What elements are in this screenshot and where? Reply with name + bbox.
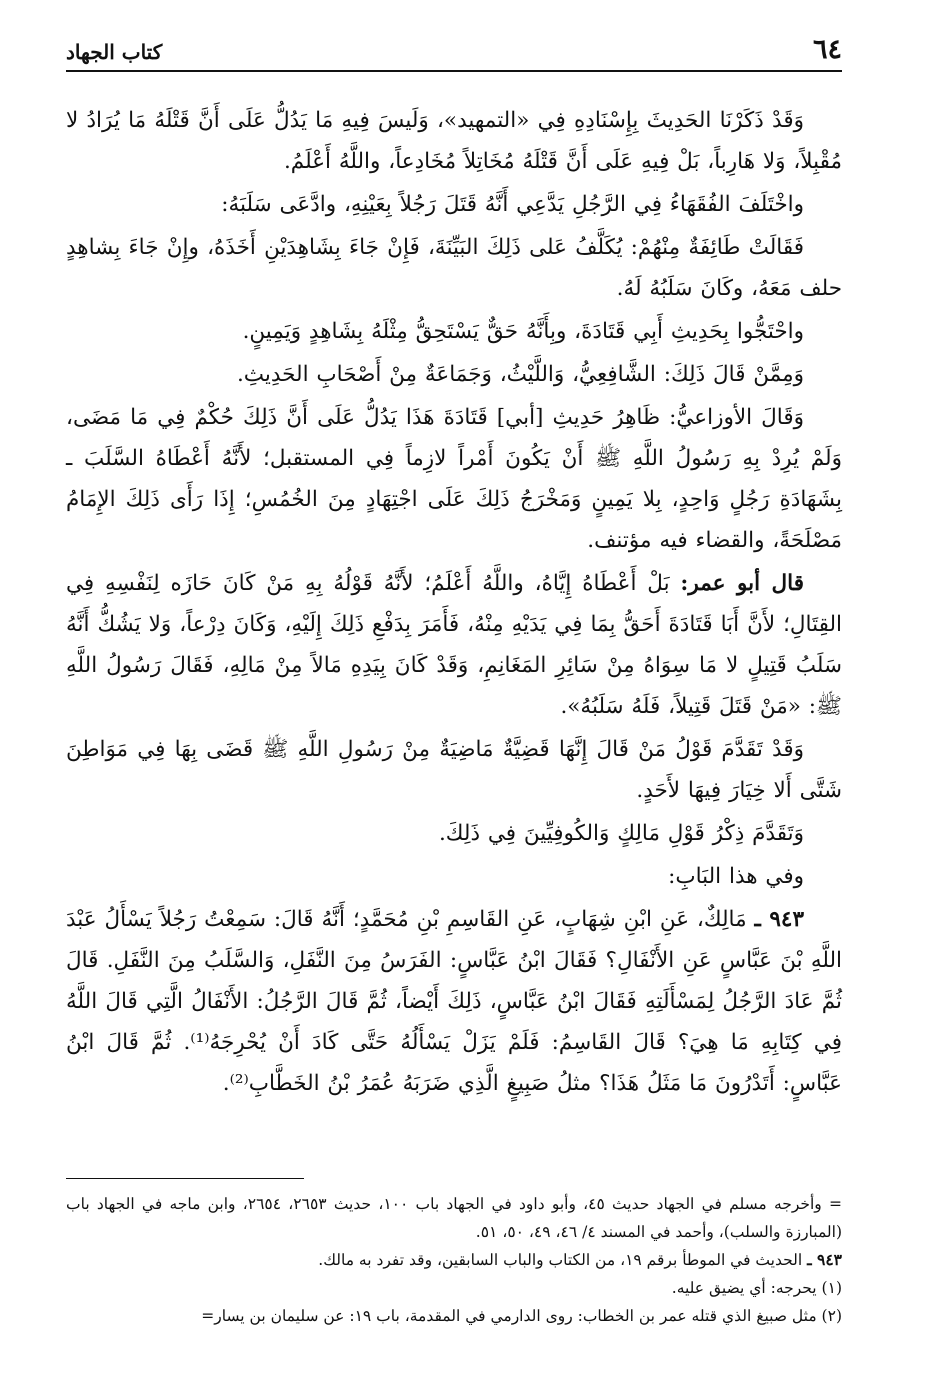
book-title: كتاب الجهاد (66, 40, 163, 64)
paragraph-text: وَقَالَ الأوزاعيُّ: ظَاهِرُ حَدِيثِ [أبي] قَتَادَةَ هَذَا يَدُلُّ عَلَى أَنَّ ذَلِكَ حُكْمٌ فِي مَا مَضَى، وَلَمْ يُرِدْ بِهِ رَسُولُ اللَّهِ ﷺ أَنْ يَكُونَ أَمْراً لازِماً فِي المستقبل؛ لأَنَّهُ أَعْطَاهُ السَّلَبَ ـ بِشَهَادَةِ رَجُلٍ وَاحِدٍ، بِلا يَمِينٍ وَمَخْرَجُ ذَلِكَ عَلَى اجْتِهَادٍ مِنَ الخُمُسِ؛ إِذَا رَأَى ذَلِكَ الإِمَامُ مَصْلَحَةً، والقضاء فيه مؤتنف. (66, 405, 842, 553)
footnote-divider (66, 1178, 304, 1179)
paragraph (66, 856, 842, 897)
footnote (66, 1302, 842, 1330)
paragraph (66, 227, 842, 309)
paragraph-text: وفي هذا البَابِ: (668, 864, 804, 889)
footnote-text: الحديث في الموطأ برقم ١٩، من الكتاب والباب السابقين، وقد تفرد به مالك. (318, 1251, 808, 1269)
footnote-text: (٢) مثل صبيغ الذي قتله عمر بن الخطاب: روى الدارمي في المقدمة، باب ١٩: عن سليمان بن يسار= (201, 1307, 842, 1325)
footnote (66, 1246, 842, 1274)
hadith-number: ٩٤٣ ـ (754, 907, 804, 932)
book-page (66, 30, 842, 1370)
paragraph-text: وَقَدْ ذَكَرْنَا الحَدِيثَ بِإِسْنَادِهِ فِي «التمهيد»، وَلَيسَ فِيهِ مَا يَدُلُّ عَلَى أَنَّ قَتْلَهُ مَا يُرَادُ لا مُقْبِلاً، وَلا هَارِباً، بَلْ فِيهِ عَلَى أَنَّ قَتْلَهُ مُخَاتِلاً مُخَادِعاً، واللَّهُ أَعْلَمُ. (66, 108, 842, 174)
paragraph (66, 184, 842, 225)
paragraph-text: وَمِمَّنْ قَالَ ذَلِكَ: الشَّافِعِيُّ، وَاللَّيْثُ، وَجَمَاعَةٌ مِنْ أَصْحَابِ الحَدِيثِ. (236, 362, 804, 387)
paragraph (66, 100, 842, 182)
paragraph (66, 354, 842, 395)
paragraph (66, 563, 842, 727)
hadith-paragraph (66, 899, 842, 1104)
paragraph-text: واخْتَلَفَ الفُقَهَاءُ فِي الرَّجُلِ يَدَّعِي أَنَّهُ قَتَلَ رَجُلاً بِعَيْنِهِ، وادَّعَى سَلَبَهُ: (221, 192, 804, 217)
footnote (66, 1190, 842, 1246)
footnote-text: (١) يحرجه: أي يضيق عليه. (671, 1279, 842, 1297)
footnotes (66, 1190, 842, 1330)
paragraph (66, 729, 842, 811)
paragraph-text: بَلْ أَعْطَاهُ إِيَّاهُ، واللَّهُ أَعْلَمُ؛ لأَنَّهُ قَوْلُهُ بِهِ مَنْ كَانَ حَازَه لِنَفْسِهِ فِي القِتَالِ؛ لأَنَّ أَبَا قَتَادَةَ أَحَقُّ بِمَا فِي يَدَيْهِ مِنْهُ، فَأَمَرَ بِدَفْعِ ذَلِكَ إِلَيْهِ، وَكَانَ دِرْعاً، وَلا يَشُكُّ أَنَّهُ سَلَبُ قَتِيلٍ لا مَا سِوَاهُ مِنْ سَائِرِ المَغَانِمِ، وَقَدْ كَانَ بِيَدِهِ مَالاً مِنْ مَالِهِ، فَقَالَ رَسُولُ اللَّهِ ﷺ: «مَنْ قَتَلَ قَتِيلاً، فَلَهُ سَلَبُهُ». (66, 571, 842, 719)
footnote-lead: ٩٤٣ ـ (807, 1250, 842, 1269)
paragraph (66, 813, 842, 854)
paragraph-text: مَالِكٌ، عَنِ ابْنِ شِهَابٍ، عَنِ القَاسِمِ بْنِ مُحَمَّدٍ؛ أَنَّهُ قَالَ: سَمِعْتُ رَجُلاً يَسْأَلُ عَبْدَ اللَّهِ بْنَ عَبَّاسٍ عَنِ الأَنْفَالِ؟ فَقَالَ ابْنُ عَبَّاسٍ: الفَرَسُ مِنَ النَّفَلِ، وَالسَّلَبُ مِنَ النَّفَلِ. قَالَ ثُمَّ عَادَ الرَّجُلُ لِمَسْأَلَتِهِ فَقَالَ ابْنُ عَبَّاسٍ، ذَلِكَ أَيْضاً، ثُمَّ قَالَ الرَّجُلُ: الأَنْفَالُ الَّتِي قَالَ اللَّهُ فِي كِتَابِهِ مَا هِيَ؟ قَالَ القَاسِمُ: فَلَمْ يَزَلْ يَسْأَلُهُ حَتَّى كَادَ أَنْ يُحْرِجَهُ⁽¹⁾. ثُمَّ قَالَ ابْنُ عَبَّاسٍ: أَتَدْرُونَ مَا مَثَلُ هَذَا؟ مثلُ صَبِيغٍ الَّذِي ضَرَبَهُ عُمَرُ بْنُ الخَطَّابِ⁽²⁾. (66, 907, 842, 1096)
paragraph (66, 397, 842, 561)
paragraph-text: فَقَالَتْ طَائِفَةٌ مِنْهُمْ: يُكَلَّفُ عَلى ذَلِكَ البَيِّنَةَ، فَإِنْ جَاءَ بِشَاهِدَيْنِ أَخَذَهُ، وإِنْ جَاءَ بِشاهِدٍ حلف مَعَهُ، وكَانَ سَلَبُهُ لَهُ. (66, 235, 842, 301)
paragraph (66, 311, 842, 352)
main-text (66, 100, 842, 1106)
page-number: ٦٤ (812, 34, 842, 65)
paragraph-text: وَقَدْ تَقَدَّمَ قَوْلُ مَنْ قَالَ إِنَّهَا قَضِيَّةٌ مَاضِيَةٌ مِنْ رَسُولِ اللَّهِ ﷺ قَضَى بِهَا فِي مَوَاطِنَ شَتَّى أَلا خِيَارَ فِيهَا لأَحَدٍ. (66, 737, 842, 803)
paragraph-text: وَتَقَدَّمَ ذِكْرُ قَوْلِ مَالِكٍ وَالكُوفِيِّينَ فِي ذَلِكَ. (438, 821, 804, 846)
paragraph-lead: قال أبو عمر: (680, 571, 804, 596)
footnote (66, 1274, 842, 1302)
footnote-text: = وأخرجه مسلم في الجهاد حديث ٤٥، وأبو داود في الجهاد باب ١٠٠، حديث ٢٦٥٣، ٢٦٥٤، وابن ماجه في الجهاد باب (المبارزة والسلب)، وأحمد في المسند ٤/ ٤٦، ٤٩، ٥٠، ٥١. (66, 1195, 842, 1241)
page-header (66, 30, 842, 72)
paragraph-text: واحْتَجُّوا بِحَدِيثِ أَبِي قَتَادَةَ، وبِأَنَّهُ حَقٌّ يَسْتَحِقُّ مِثْلَهُ بِشَاهِدٍ وَيَمِينٍ. (242, 319, 804, 344)
